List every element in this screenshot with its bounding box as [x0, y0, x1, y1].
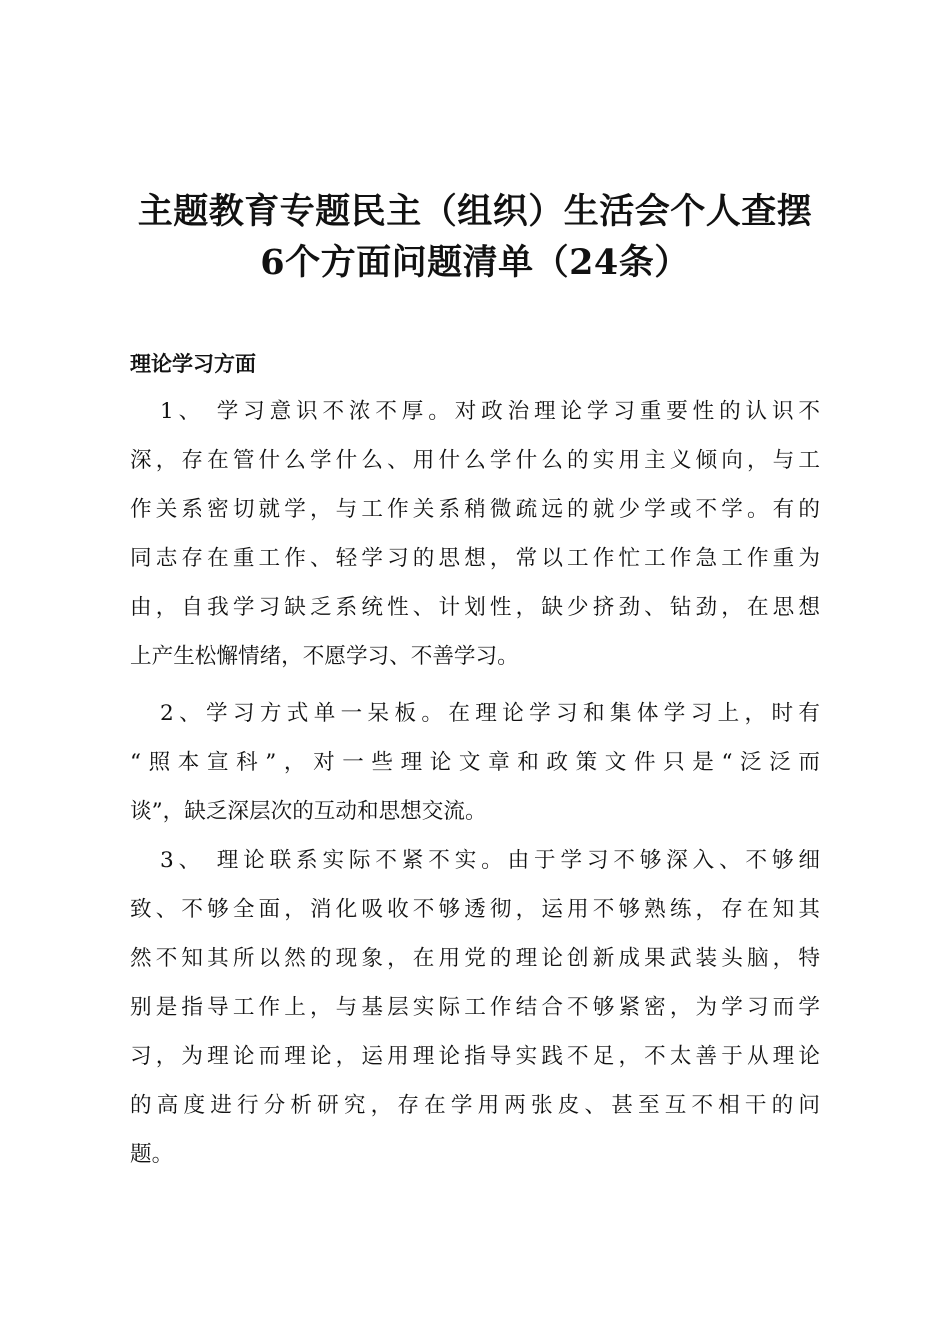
- paragraph-3-line: 题。: [130, 1142, 174, 1167]
- document-title-line-2: 6个方面问题清单（24条）: [260, 242, 690, 283]
- section-heading: 理论学习方面: [130, 352, 256, 376]
- paragraph-3-line: 别是指导工作上，与基层实际工作结合不够紧密，为学习而学: [130, 995, 820, 1020]
- paragraph-1-line: 同志存在重工作、轻学习的思想，常以工作忙工作急工作重为: [130, 546, 820, 571]
- paragraph-3-line: 习，为理论而理论，运用理论指导实践不足，不太善于从理论: [130, 1044, 820, 1069]
- paragraph-3-line: 致、不够全面，消化吸收不够透彻，运用不够熟练，存在知其: [130, 897, 820, 922]
- paragraph-3-line: 3、 理论联系实际不紧不实。由于学习不够深入、不够细: [160, 848, 820, 873]
- paragraph-2-line: 谈”，缺乏深层次的互动和思想交流。: [130, 799, 487, 824]
- document-title-line-1: 主题教育专题民主（组织）生活会个人查摆: [137, 191, 813, 232]
- paragraph-1-line: 上产生松懈情绪，不愿学习、不善学习。: [130, 644, 519, 669]
- paragraph-1-line: 作关系密切就学，与工作关系稍微疏远的就少学或不学。有的: [130, 497, 820, 522]
- paragraph-1-line: 深，存在管什么学什么、用什么学什么的实用主义倾向，与工: [130, 448, 820, 473]
- paragraph-3-line: 然不知其所以然的现象，在用党的理论创新成果武装头脑，特: [130, 946, 820, 971]
- paragraph-1-line: 由，自我学习缺乏系统性、计划性，缺少挤劲、钻劲，在思想: [130, 595, 820, 620]
- paragraph-3-line: 的高度进行分析研究，存在学用两张皮、甚至互不相干的问: [130, 1093, 820, 1118]
- paragraph-1-line: 1、 学习意识不浓不厚。对政治理论学习重要性的认识不: [160, 399, 820, 424]
- paragraph-2-line: “照本宣科”，对一些理论文章和政策文件只是“泛泛而: [130, 750, 820, 775]
- paragraph-2-line: 2、学习方式单一呆板。在理论学习和集体学习上，时有: [160, 701, 820, 726]
